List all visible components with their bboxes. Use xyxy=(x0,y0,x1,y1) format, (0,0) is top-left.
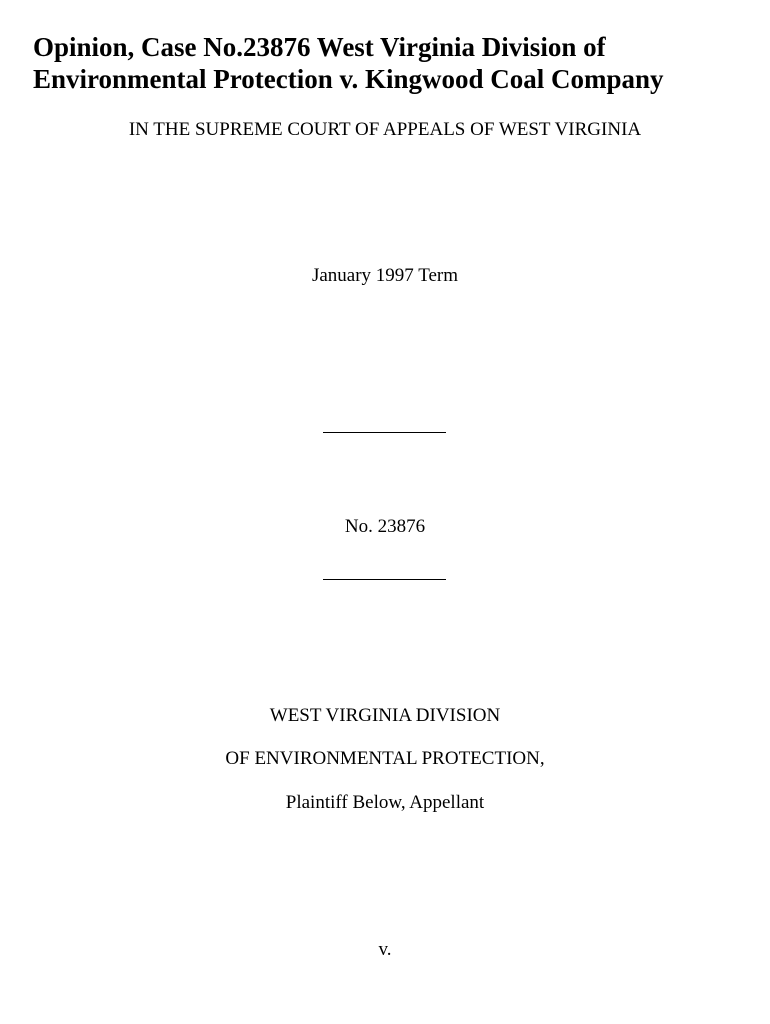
case-number: No. 23876 xyxy=(344,516,426,537)
term: January 1997 Term xyxy=(311,265,459,286)
plaintiff-name-line-2: OF ENVIRONMENTAL PROTECTION, xyxy=(225,748,545,769)
plaintiff-name-line-1: WEST VIRGINIA DIVISION xyxy=(269,705,501,726)
divider-bottom xyxy=(323,579,446,580)
versus: v. xyxy=(378,939,392,960)
document-title xyxy=(33,31,763,95)
plaintiff-role: Plaintiff Below, Appellant xyxy=(285,792,485,813)
title-line-2: Environmental Protection v. Kingwood Coal Company xyxy=(33,64,664,94)
divider-top xyxy=(323,432,446,433)
title-line-1: Opinion, Case No.23876 West Virginia Division of xyxy=(33,32,606,62)
court-name: IN THE SUPREME COURT OF APPEALS OF WEST VIRGINIA xyxy=(128,119,642,140)
